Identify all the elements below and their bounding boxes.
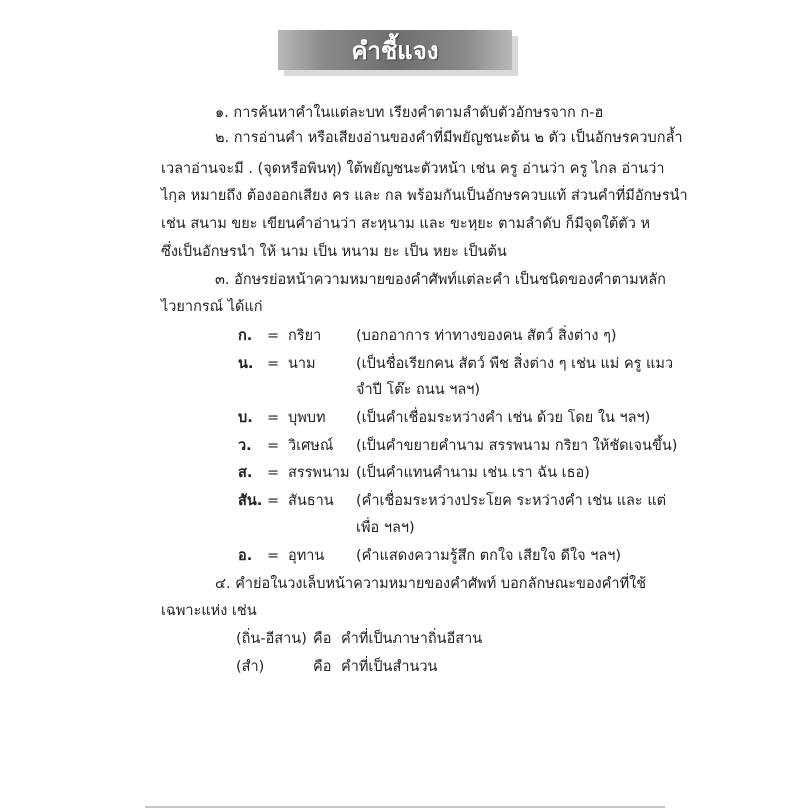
equals-sign: = [267,328,280,344]
word-type-desc: (เป็นคำแทนคำนาม เช่น เรา ฉัน เธอ) [356,465,590,481]
paragraph-2-line-2: เวลาอ่านจะมี . (จุดหรือพินทุ) ใต้พยัญชนะตัวหน้า เช่น ครู อ่านว่า ครู ไกล อ่านว่า [161,161,665,177]
equals-sign: = [267,410,280,426]
word-type-desc: (เป็นคำเชื่อมระหว่างคำ เช่น ด้วย โดย ใน ฯลฯ) [356,410,651,426]
word-type-desc-cont: เพื่อ ฯลฯ) [356,520,415,536]
word-type-name: นาม [288,356,316,372]
word-type-name: สันธาน [288,493,334,509]
equals-sign: = [267,438,280,454]
paragraph-3-line-2: ไวยากรณ์ ได้แก่ [161,299,263,315]
example-is: คือ [313,631,332,647]
example-meaning: คำที่เป็นสำนวน [341,659,438,675]
example-tag: (ถิ่น-อีสาน) [236,631,307,647]
page-title: คำชี้แจง [278,30,512,70]
equals-sign: = [267,356,280,372]
paragraph-3-line-1: ๓. อักษรย่อหน้าความหมายของคำศัพท์แต่ละคำ เป็นชนิดของคำตามหลัก [215,272,666,288]
word-type-desc: (เป็นชื่อเรียกคน สัตว์ พืช สิ่งต่าง ๆ เช่น แม่ ครู แมว [356,356,674,372]
paragraph-2-line-1: ๒. การอ่านคำ หรือเสียงอ่านของคำที่มีพยัญชนะต้น ๒ ตัว เป็นอักษรควบกล้ำ [215,130,683,146]
word-type-name: สรรพนาม [288,465,350,481]
example-tag: (สำ) [236,659,265,675]
word-type-desc: (คำเชื่อมระหว่างประโยค ระหว่างคำ เช่น และ แต่ [356,493,667,509]
title-banner [278,30,518,74]
paragraph-4-line-1: ๔. คำย่อในวงเล็บหน้าความหมายของคำศัพท์ บอกลักษณะของคำที่ใช้ [215,576,647,592]
word-type-abbr: ว. [238,438,252,454]
word-type-desc: (เป็นคำขยายคำนาม สรรพนาม กริยา ให้ชัดเจนขึ้น) [356,438,678,454]
word-type-name: กริยา [288,328,322,344]
word-type-desc-cont: จำปี โต๊ะ ถนน ฯลฯ) [356,382,481,398]
paragraph-1: ๑. การค้นหาคำในแต่ละบท เรียงคำตามลำดับตัวอักษรจาก ก-ฮ [215,105,604,121]
paragraph-2-line-4: เช่น สนาม ขยะ เขียนคำอ่านว่า สะหฺนาม และ ขะหฺยะ ตามลำดับ ก็มีจุดใต้ตัว ห [161,216,651,232]
word-type-abbr: บ. [238,410,253,426]
word-type-abbr: ส. [238,465,253,481]
word-type-desc: (บอกอาการ ท่าทางของคน สัตว์ สิ่งต่าง ๆ) [356,328,617,344]
word-type-desc: (คำแสดงความรู้สึก ตกใจ เสียใจ ดีใจ ฯลฯ) [356,548,622,564]
word-type-abbr: อ. [238,548,253,564]
paragraph-4-line-2: เฉพาะแห่ง เช่น [161,603,257,619]
word-type-abbr: ก. [238,328,253,344]
paragraph-2-line-5: ซึ่งเป็นอักษรนำ ให้ นาม เป็น หนาม ยะ เป็น หยะ เป็นต้น [161,244,507,260]
word-type-name: วิเศษณ์ [288,438,334,454]
word-type-abbr: น. [238,356,254,372]
bottom-divider [145,806,665,808]
word-type-abbr: สัน. [238,493,263,509]
word-type-name: บุพบท [288,410,326,426]
equals-sign: = [267,548,280,564]
equals-sign: = [267,493,280,509]
example-meaning: คำที่เป็นภาษาถิ่นอีสาน [341,631,483,647]
example-is: คือ [313,659,332,675]
paragraph-2-line-3: ไกฺล หมายถึง ต้องออกเสียง คร และ กล พร้อมกันเป็นอักษรควบแท้ ส่วนคำที่มีอักษรนำ [161,188,688,204]
word-type-name: อุทาน [288,548,325,564]
equals-sign: = [267,465,280,481]
